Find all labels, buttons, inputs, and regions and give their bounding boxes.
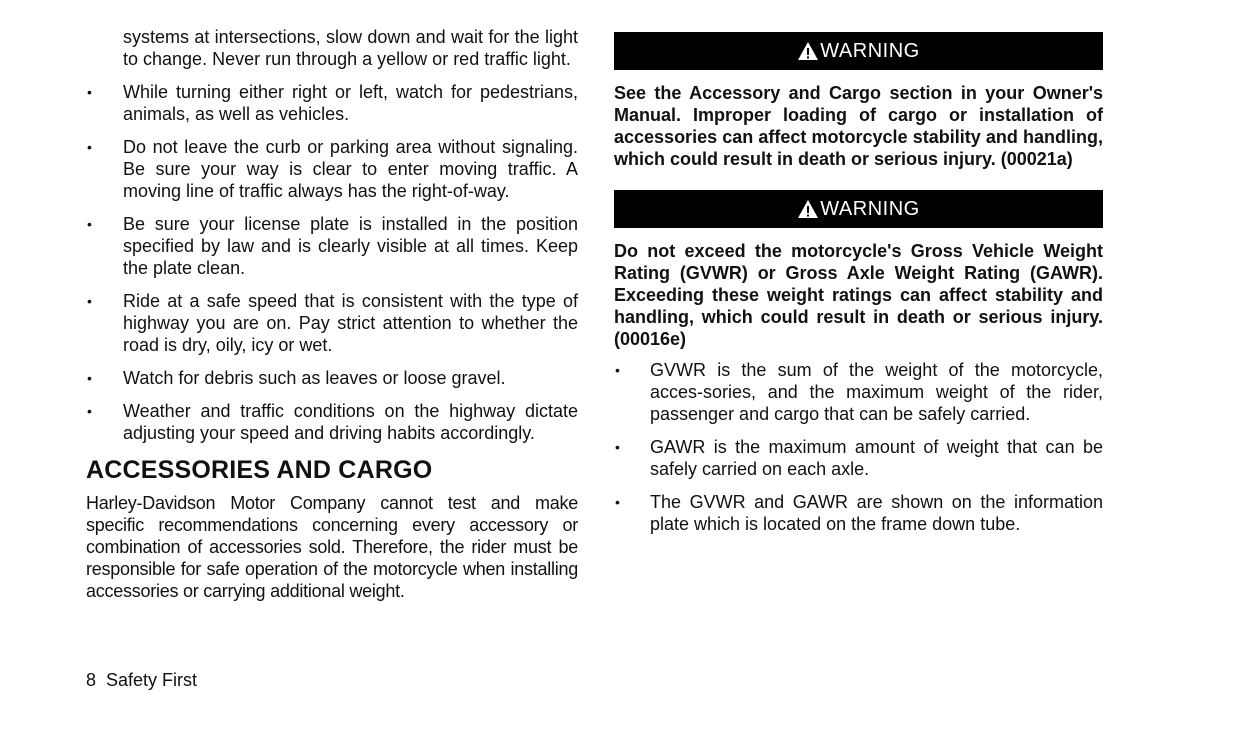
warning-triangle-icon xyxy=(797,199,819,219)
bullet-icon: • xyxy=(87,293,92,309)
list-item-text: Weather and traffic conditions on the highway dictate adjusting your speed and driving habits accordingly. xyxy=(123,401,578,443)
safety-bullet-list xyxy=(86,81,578,444)
list-item xyxy=(86,290,578,356)
list-item-text: Be sure your license plate is installed in the position specified by law and is clearly visible at all times. Keep the plate clean. xyxy=(123,214,578,278)
bullet-icon: • xyxy=(615,362,620,378)
list-item-text: The GVWR and GAWR are shown on the information plate which is located on the frame down tube. xyxy=(650,492,1103,534)
warning-triangle-icon xyxy=(797,41,819,61)
warning-text: See the Accessory and Cargo section in your Owner's Manual. Improper loading of cargo or installation of accessories can affect motorcycle stability and handling, which could result in death or serious injury. (00021a) xyxy=(614,83,1103,169)
footer-section-name: Safety First xyxy=(106,670,198,690)
list-item xyxy=(86,367,578,389)
page-footer xyxy=(86,669,197,691)
list-item xyxy=(86,136,578,202)
list-item-text: Ride at a safe speed that is consistent with the type of highway you are on. Pay strict attention to whether the road is dry, oily, icy or wet. xyxy=(123,291,578,355)
list-item xyxy=(86,81,578,125)
continued-paragraph: systems at intersections, slow down and wait for the light to change. Never run through a yellow or red traffic light. xyxy=(123,27,578,69)
list-item-text: While turning either right or left, watch for pedestrians, animals, as well as vehicles. xyxy=(123,82,578,124)
warning-banner xyxy=(614,32,1103,70)
list-item xyxy=(614,359,1103,425)
list-item-text: GVWR is the sum of the weight of the motorcycle, acces-sories, and the maximum weight of the rider, passenger and cargo that can be safely carried. xyxy=(650,360,1103,424)
weight-bullet-list xyxy=(614,359,1103,535)
list-item xyxy=(614,491,1103,535)
warning-text: Do not exceed the motorcycle's Gross Vehicle Weight Rating (GVWR) or Gross Axle Weight Rating (GAWR). Exceeding these weight ratings can affect stability and handling, which could result in death or serious injury. (00016e) xyxy=(614,241,1103,349)
warning-banner xyxy=(614,190,1103,228)
bullet-icon: • xyxy=(87,370,92,386)
warning-label: WARNING xyxy=(820,39,920,62)
section-paragraph: Harley-Davidson Motor Company cannot test and make specific recommendations concerning every accessory or combination of accessories sold. Therefore, the rider must be responsible for safe operation of the motorcycle when installing accessories or carrying additional weight. xyxy=(86,493,578,601)
list-item xyxy=(86,400,578,444)
list-item xyxy=(614,436,1103,480)
section-title: ACCESSORIES AND CARGO xyxy=(86,456,433,484)
bullet-icon: • xyxy=(615,439,620,455)
list-item xyxy=(86,213,578,279)
bullet-icon: • xyxy=(87,403,92,419)
left-column xyxy=(86,26,578,602)
bullet-icon: • xyxy=(87,84,92,100)
bullet-icon: • xyxy=(87,139,92,155)
list-item-text: Watch for debris such as leaves or loose gravel. xyxy=(123,368,506,388)
bullet-icon: • xyxy=(87,216,92,232)
bullet-icon: • xyxy=(615,494,620,510)
page-number: 8 xyxy=(86,670,97,690)
list-item-text: Do not leave the curb or parking area without signaling. Be sure your way is clear to enter moving traffic. A moving line of traffic always has the right-of-way. xyxy=(123,137,578,201)
right-column xyxy=(614,32,1103,546)
list-item-text: GAWR is the maximum amount of weight that can be safely carried on each axle. xyxy=(650,437,1103,479)
warning-label: WARNING xyxy=(820,197,920,220)
